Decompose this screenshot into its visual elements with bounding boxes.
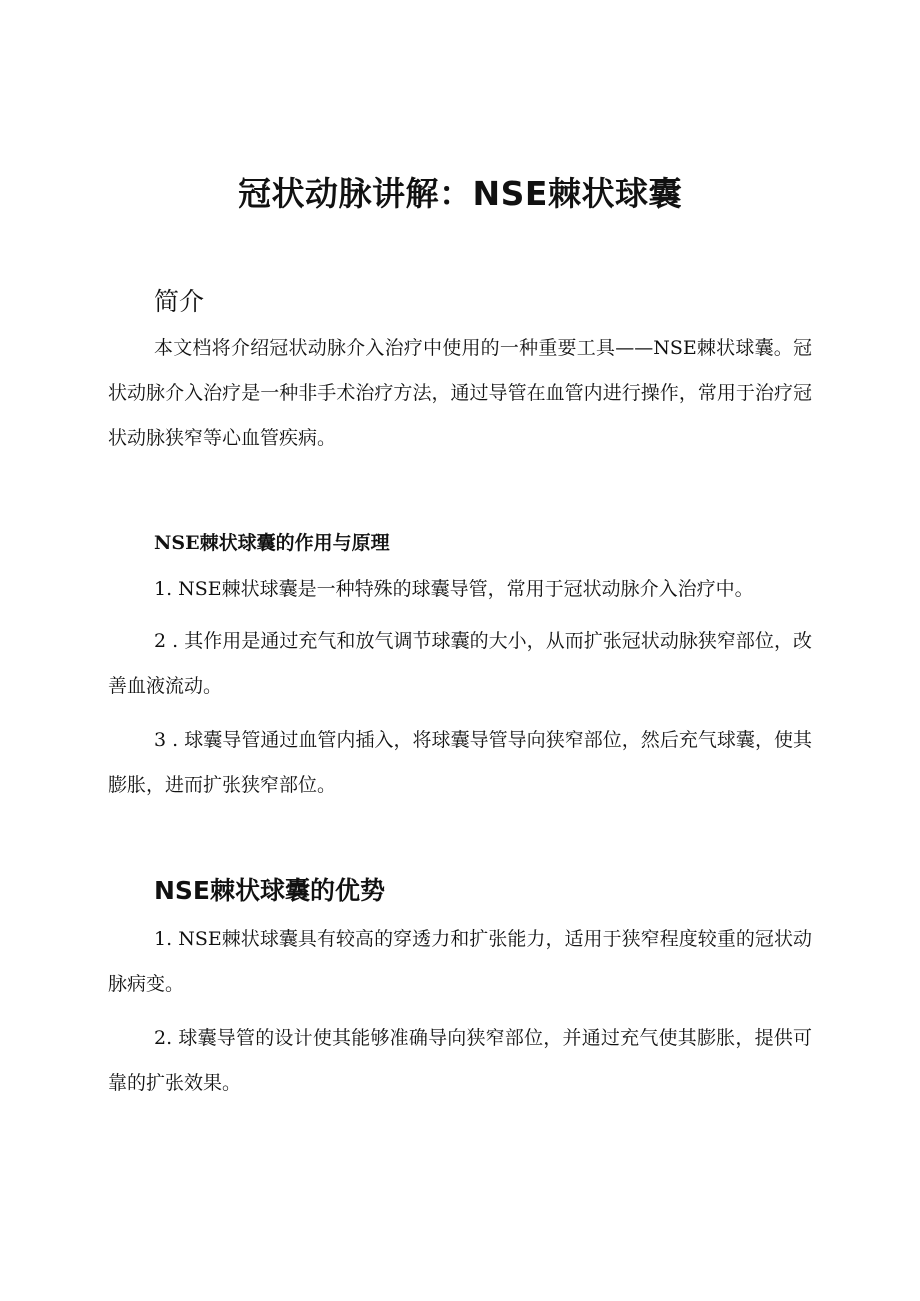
function-item-3: 3 . 球囊导管通过血管内插入，将球囊导管导向狭窄部位，然后充气球囊，使其膨胀，进而扩张狭窄部位。 [108,729,812,796]
document-title: 冠状动脉讲解：NSE棘状球囊 [238,174,682,213]
advantage-item-2: 2. 球囊导管的设计使其能够准确导向狭窄部位，并通过充气使其膨胀，提供可靠的扩张效果。 [108,1027,812,1094]
intro-paragraph: 本文档将介绍冠状动脉介入治疗中使用的一种重要工具——NSE棘状球囊。冠状动脉介入治疗是一种非手术治疗方法，通过导管在血管内进行操作，常用于治疗冠状动脉狭窄等心血管疾病。 [108,337,812,449]
section-heading-advantages: NSE棘状球囊的优势 [154,876,386,905]
function-item-2: 2 . 其作用是通过充气和放气调节球囊的大小，从而扩张冠状动脉狭窄部位，改善血液流动。 [108,630,812,697]
advantage-item-1: 1. NSE棘状球囊具有较高的穿透力和扩张能力，适用于狭窄程度较重的冠状动脉病变。 [108,928,812,995]
section-heading-function: NSE棘状球囊的作用与原理 [154,532,390,554]
section-heading-intro: 简介 [154,287,205,316]
function-item-1: 1. NSE棘状球囊是一种特殊的球囊导管，常用于冠状动脉介入治疗中。 [154,578,754,600]
